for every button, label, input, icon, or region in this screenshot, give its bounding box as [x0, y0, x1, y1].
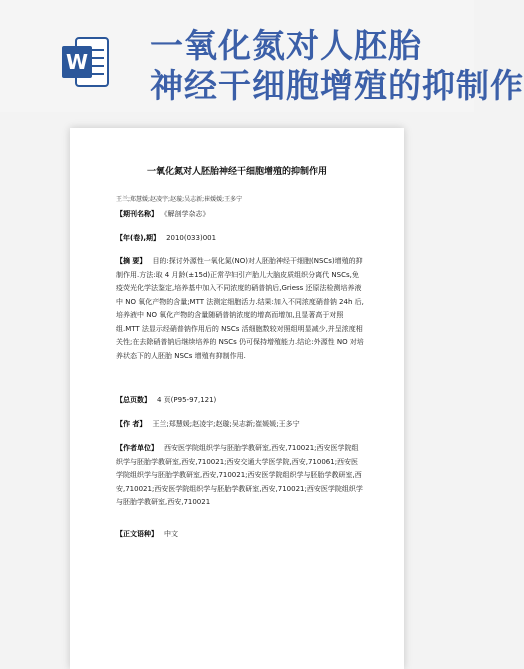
field-value: 目的:探讨外源性一氧化氮(NO)对人胚胎神经干细胞(NSCs)增殖的抑制作用.方法:取 4 月龄(±15d)正常孕妇引产胎儿大脑皮质组织分离代 NSCs,免疫荧光化学法鉴定,培养基中加入不同浓度的硝普钠后,Griess 还原法检测培养液中 NO 氧化产物的含量;MTT 法测定细胞活力.结果:加入不同浓度硝普钠 24h 后,培养液中 NO 氧化产物的含量随硝普钠浓度的增高而增加,且显著高于对照组.MTT 法显示经硝普钠作用后的 NSCs 活细胞数较对照组明显减少,并呈浓度相关性;在去除硝普钠后继续培养的 NSCs 仍可保持增殖能力.结论:外源性 NO 对培养状态下的人胚胎 NSCs 增殖有抑制作用. [116, 257, 364, 360]
field-pages [116, 394, 364, 408]
field-label: 【作者单位】 [116, 444, 158, 452]
field-year-volume [116, 232, 364, 246]
field-label: 【作 者】 [116, 420, 147, 428]
authors-line: 王兰;郑慧媛;赵凌宇;赵璇;吴志新;崔媛媛;王多宁 [116, 196, 243, 203]
word-doc-icon [62, 36, 110, 88]
field-value: 2010(033)001 [166, 234, 217, 242]
document-page [70, 128, 404, 669]
field-affiliations [116, 442, 364, 510]
field-value: 4 页(P95-97,121) [157, 396, 217, 404]
field-label: 【期刊名称】 [116, 210, 158, 218]
banner-header [0, 0, 524, 112]
svg-text:W: W [65, 50, 89, 74]
field-label: 【正文语种】 [116, 530, 158, 538]
field-label: 【摘 要】 [116, 257, 147, 265]
banner-title-line1: 一氧化氮对人胚胎 [150, 26, 422, 65]
document-title: 一氧化氮对人胚胎神经干细胞增殖的抑制作用 [146, 167, 327, 177]
field-label: 【年(卷),期】 [116, 234, 161, 242]
field-language [116, 528, 364, 542]
field-authors [116, 418, 364, 432]
field-value: 王兰;郑慧媛;赵凌宇;赵璇;吴志新;崔媛媛;王多宁 [152, 420, 300, 428]
field-value: 中文 [164, 530, 178, 538]
field-value: 西安医学院组织学与胚胎学教研室,西安,710021;西安医学院组织学与胚胎学教研室,西安,710021;西安交通大学医学院,西安,710061;西安医学院组织学与胚胎学教研室,西安,710021;西安医学院组织学与胚胎学教研室,西安,710021;西安医学院组织学与胚胎学教研室,西安,710021;西安医学院组织学与胚胎学教研室,西安,710021 [116, 444, 363, 506]
banner-title-line2: 神经干细胞增殖的抑制作 [150, 66, 524, 105]
field-value: 《解剖学杂志》 [164, 210, 210, 218]
field-journal [116, 208, 364, 222]
field-label: 【总页数】 [116, 396, 151, 404]
field-abstract [116, 255, 364, 363]
